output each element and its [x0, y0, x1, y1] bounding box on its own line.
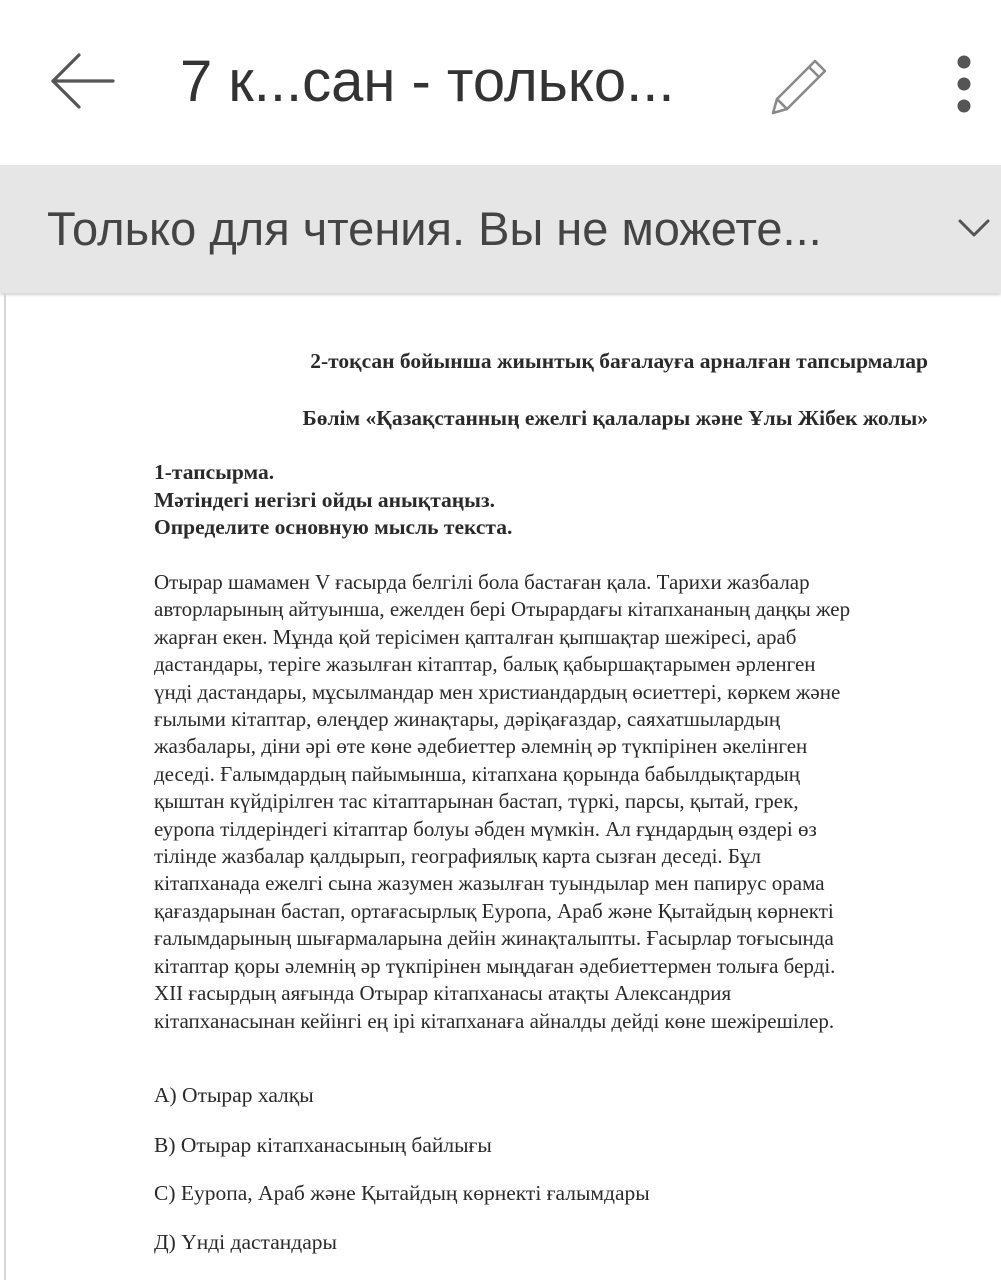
- document-heading: 2-тоқсан бойынша жиынтық бағалауға арналған тапсырмалар: [310, 349, 928, 373]
- more-vert-icon: [952, 52, 976, 116]
- passage-line: Отырар шамамен V ғасырда белгілі бола бастаған қала. Тарихи жазбалар: [154, 570, 810, 594]
- passage-line: ғылыми кітаптар, өлеңдер жинақтары, дәріқағаздар, саяхатшылардың: [154, 707, 781, 732]
- document-page: [0, 293, 1001, 1280]
- passage-line: кітапханада ежелгі сына жазумен жазылған туындылар мен папирус орама: [154, 871, 825, 896]
- reading-passage: [154, 569, 984, 1035]
- passage-line: ғалымдарының шығармаларына дейін жинақталыпты. Ғасырлар тоғысында: [154, 926, 834, 951]
- answer-option-c: С) Еуропа, Араб және Қытайдың көрнекті ғалымдары: [154, 1181, 650, 1205]
- arrow-left-icon: [47, 51, 117, 111]
- chevron-down-icon: [957, 218, 991, 238]
- passage-line: қыштан күйдірілген тас кітаптарынан бастап, түркі, парсы, қытай, грек,: [154, 789, 799, 814]
- passage-line: деседі. Ғалымдардың пайымынша, кітапхана қорында бабылдықтардың: [154, 761, 800, 786]
- passage-line: кітапханасынан кейінгі ең ірі кітапханаға айналды дейді көне шежірешілер.: [154, 1008, 835, 1033]
- answer-option-a: А) Отырар халқы: [154, 1083, 314, 1107]
- app-bar: [0, 0, 1001, 165]
- task-number: 1-тапсырма.: [154, 460, 275, 484]
- passage-line: қағаздарынан бастап, ортағасырлық Еуропа, Араб және Қытайдың көрнекті: [154, 898, 834, 923]
- passage-line: үнді дастандары, мұсылмандар мен христиандардың өсиеттері, көркем және: [154, 679, 841, 704]
- expand-banner-toggle[interactable]: [955, 209, 993, 247]
- back-button[interactable]: [40, 45, 124, 117]
- pencil-icon: [765, 49, 835, 119]
- answer-option-b: В) Отырар кітапханасының байлығы: [154, 1133, 492, 1157]
- passage-line: авторларының айтуынша, ежелден бері Отырардағы кітапхананың даңқы жер: [154, 597, 851, 622]
- answer-option-d: Д) Үнді дастандары: [154, 1230, 337, 1254]
- passage-line: кітаптар қоры әлемнің әр түкпірінен мыңдаған әдебиеттермен толыға берді.: [154, 953, 836, 978]
- passage-line: жарған екен. Мұнда қой терісімен қапталған қыпшақтар шежіресі, араб: [154, 624, 797, 649]
- read-only-banner[interactable]: [0, 165, 1001, 293]
- passage-line: еуропа тілдеріндегі кітаптар болуы әбден мүмкін. Ал ғұндардың өздері өз: [154, 816, 817, 841]
- document-title[interactable]: 7 к...сан - только...: [180, 49, 675, 114]
- read-only-message: Только для чтения. Вы не можете...: [47, 202, 822, 255]
- task-instruction-ru: Определите основную мысль текста.: [154, 515, 513, 539]
- section-heading: Бөлім «Қазақстанның ежелгі қалалары және Ұлы Жібек жолы»: [302, 406, 928, 430]
- passage-line: дастандары, теріге жазылған кітаптар, балық қабыршақтарымен әрленген: [154, 652, 816, 677]
- task-instruction-kk: Мәтіндегі негізгі ойды анықтаңыз.: [154, 487, 495, 512]
- more-options-button[interactable]: [930, 48, 998, 120]
- task-block: [154, 459, 954, 542]
- passage-line: тілінде жазбалар қалдырып, географиялық карта сызған деседі. Бұл: [154, 844, 761, 869]
- passage-line: XII ғасырдың аяғында Отырар кітапханасы атақты Александрия: [154, 981, 732, 1006]
- edit-button[interactable]: [760, 45, 840, 123]
- passage-line: жазбалары, діни әрі өте көне әдебиеттер әлемнің әр түкпірінен әкелінген: [154, 734, 808, 759]
